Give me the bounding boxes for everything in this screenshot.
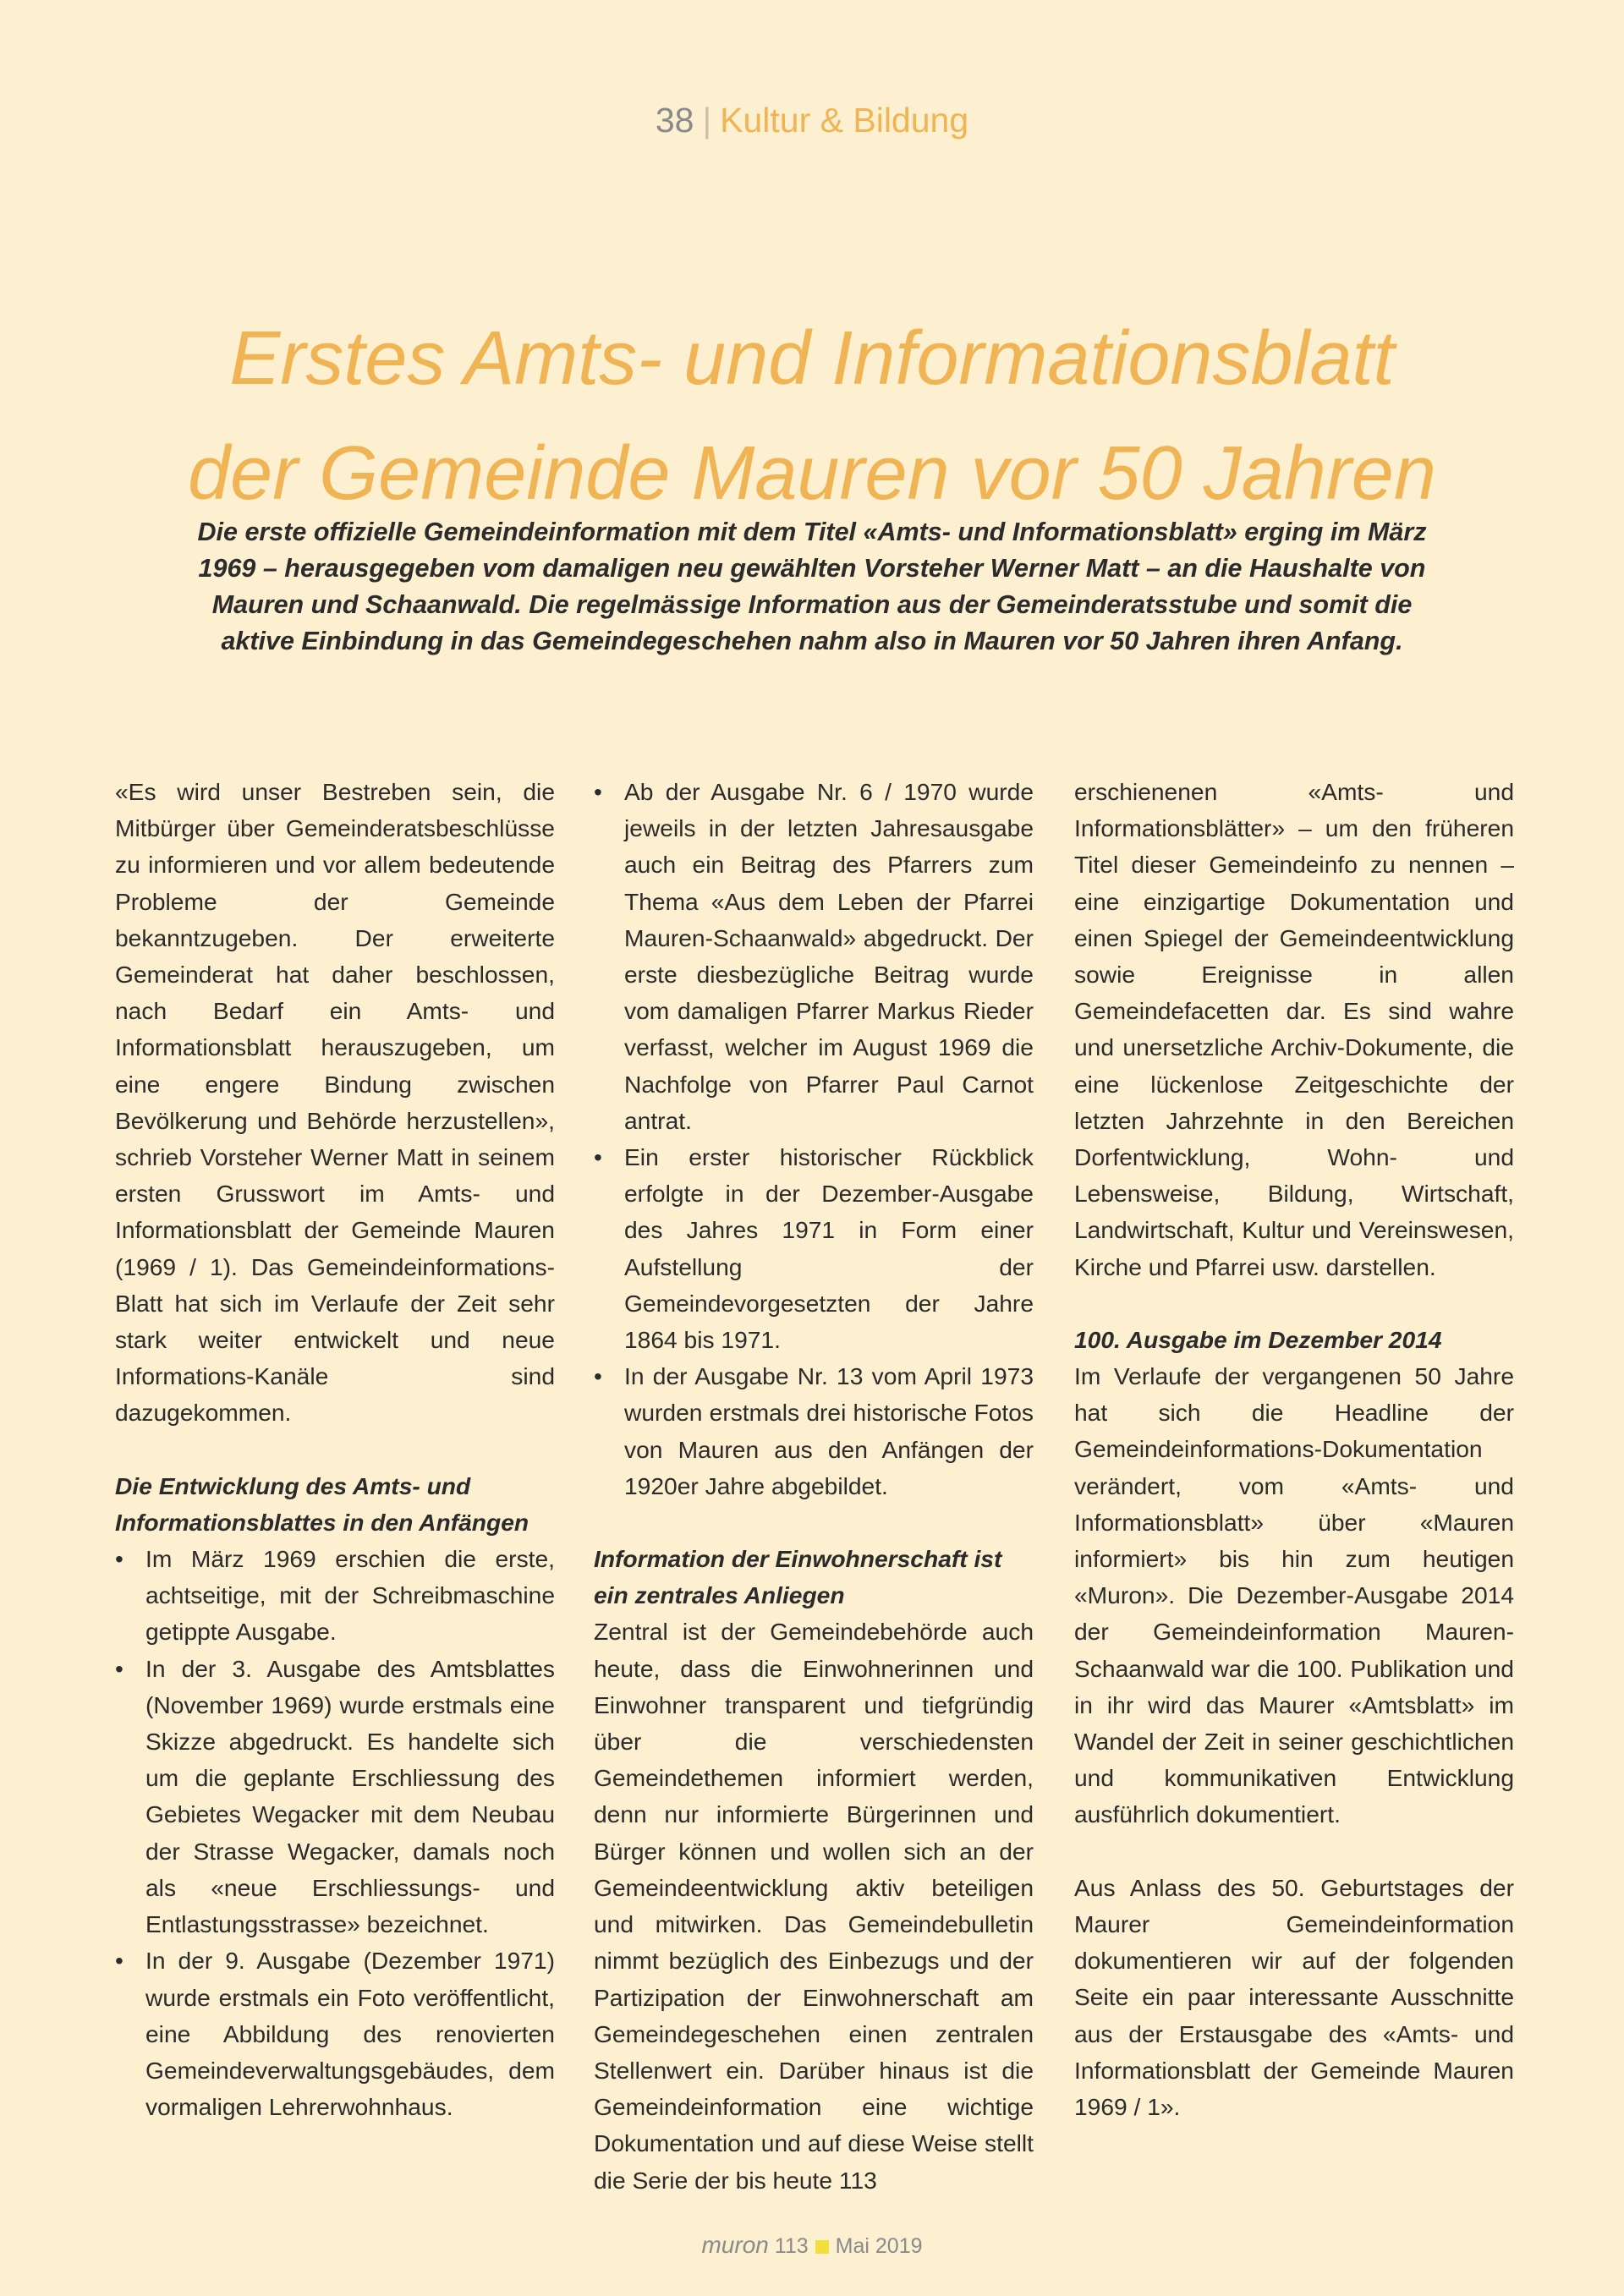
intro-paragraph: «Es wird unser Bestreben sein, die Mitbürger über Gemeinderatsbeschlüsse zu informieren und vor allem bedeutende Probleme der Gemeinde bekanntzugeben. Der erweiterte Gemeinderat hat daher beschlossen, nach Bedarf ein Amts- und Informationsblatt herauszugeben, um eine engere Bindung zwischen Bevölkerung und Behörde herzustellen», schrieb Vorsteher Werner Matt in seinem ersten Grusswort im Amts- und Informationsblatt der Gemeinde Mauren (1969 / 1). Das Gemeindeinformations-Blatt hat sich im Verlaufe der Zeit sehr stark weiter entwickelt und neue Informations-Kanäle sind dazugekommen. [115, 778, 555, 1427]
magazine-brand: muron [701, 2232, 769, 2258]
list-item-text: Ab der Ausgabe Nr. 6 / 1970 wurde jeweils in der letzten Jahresausgabe auch ein Beitrag des Pfarrers zum Thema «Aus dem Leben der Pfarrei Mauren-Schaanwald» abgedruckt. Der erste diesbezügliche Beitrag wurde vom damaligen Pfarrer Markus Rieder verfasst, welcher im August 1969 die Nachfolge von Pfarrer Paul Carnot antrat. [624, 778, 1034, 1134]
heading-line-1: Information der Einwohnerschaft ist [594, 1545, 1002, 1573]
bullet-icon: • [594, 778, 602, 805]
section-heading-information [594, 1541, 1034, 1614]
page-footer [0, 2231, 1624, 2260]
bullet-icon: • [115, 1654, 123, 1682]
heading-line-1: Die Entwicklung des Amts- und [115, 1471, 471, 1499]
continuation-paragraph: erschienenen «Amts- und Informationsblätter» – um den früheren Titel dieser Gemeindeinfo zu nennen – eine einzigartige Dokumentation und einen Spiegel der Gemeindeentwicklung sowie Ereignisse in allen Gemeindefacetten dar. Es sind wahre und unersetzliche Archiv-Dokumente, die eine lückenlose Zeitgeschichte der letzten Jahrzehnte in den Bereichen Dorfentwicklung, Wohn- und Lebensweise, Bildung, Wirtschaft, Landwirtschaft, Kultur und Vereinswesen, Kirche und Pfarrei usw. darstellen. [1074, 778, 1514, 1280]
paragraph-gap [1074, 1285, 1514, 1322]
lead-line-3: Mauren und Schaanwald. Die regelmässige Information aus der Gemeinderatsstube und somit die [211, 590, 1413, 619]
paragraph-gap [1074, 1833, 1514, 1870]
article-lead [127, 514, 1497, 660]
square-icon [815, 2240, 829, 2254]
lead-line-2: 1969 – herausgegeben vom damaligen neu gewählten Vorsteher Werner Matt – an die Haushalte von [198, 554, 1426, 583]
list-item [115, 1651, 555, 1943]
title-line-1: Erstes Amts- und Informationsblatt [229, 316, 1395, 402]
bullet-icon: • [594, 1362, 602, 1390]
list-item [115, 1541, 555, 1651]
list-item-text: Ein erster historischer Rückblick erfolgte in der Dezember-Ausgabe des Jahres 1971 in Form einer Aufstellung der Gemeindevorgesetzten der Jahre 1864 bis 1971. [624, 1143, 1034, 1354]
header-separator: | [702, 101, 712, 140]
paragraph-gap [594, 1504, 1034, 1541]
list-item [115, 1943, 555, 2125]
heading-line-2: ein zentrales Anliegen [594, 1581, 845, 1609]
issue-number: 113 [774, 2234, 809, 2258]
information-paragraph: Zentral ist der Gemeindebehörde auch heute, dass die Einwohnerinnen und Einwohner transparent und tiefgründig über die verschiedensten Gemeindethemen informiert werden, denn nur informierte Bürgerinnen und Bürger können und wollen sich an der Gemeindeentwicklung aktiv beteiligen und mitwirken. Das Gemeindebulletin nimmt bezüglich des Einbezugs und der Partizipation der Einwohnerschaft am Gemeindegeschehen einen zentralen Stellenwert ein. Darüber hinaus ist die Gemeindeinformation eine wichtige Dokumentation und auf diese Weise stellt die Serie der bis heute 113 [594, 1618, 1034, 2194]
article-title [68, 301, 1556, 531]
bullet-icon: • [594, 1143, 602, 1171]
list-item-text: In der 9. Ausgabe (Dezember 1971) wurde erstmals ein Foto veröffentlicht, eine Abbildung des renovierten Gemeindeverwaltungsgebäudes, dem vormaligen Lehrerwohnhaus. [145, 1947, 555, 2121]
title-line-2: der Gemeinde Mauren vor 50 Jahren [188, 431, 1436, 517]
list-item-text: In der 3. Ausgabe des Amtsblattes (November 1969) wurde erstmals eine Skizze abgedruckt. Es handelte sich um die geplante Erschliessung des Gebietes Wegacker mit dem Neubau der Strasse Wegacker, damals noch als «neue Erschliessungs- und Entlastungsstrasse» bezeichnet. [145, 1654, 555, 1938]
page-header [0, 95, 1624, 145]
section-name: Kultur & Bildung [720, 101, 969, 140]
bullet-icon: • [115, 1545, 123, 1573]
issue-paragraph: Im Verlaufe der vergangenen 50 Jahre hat sich die Headline der Gemeindeinformations-Dokumentation verändert, vom «Amts- und Informationsblatt» über «Mauren informiert» bis hin zum heutigen «Muron». Die Dezember-Ausgabe 2014 der Gemeindeinformation Mauren-Schaanwald war die 100. Publikation und in ihr wird das Maurer «Amtsblatt» im Wandel der Zeit in seiner geschichtlichen und kommunikativen Entwicklung ausführlich dokumentiert. [1074, 1362, 1514, 1828]
paragraph-gap [115, 1432, 555, 1468]
column-1 [115, 774, 555, 2125]
list-item [594, 1358, 1034, 1504]
lead-line-4: aktive Einbindung in das Gemeindegeschehen nahm also in Mauren vor 50 Jahren ihren Anfang. [221, 627, 1403, 655]
list-item [594, 774, 1034, 1139]
development-list [115, 1541, 555, 2125]
list-item [594, 1139, 1034, 1358]
bullet-icon: • [115, 1947, 123, 1975]
section-heading-100th-issue: 100. Ausgabe im Dezember 2014 [1074, 1325, 1442, 1353]
column-3 [1074, 774, 1514, 2125]
heading-line-2: Informationsblattes in den Anfängen [115, 1508, 529, 1536]
column-2 [594, 774, 1034, 2199]
development-list-continued [594, 774, 1034, 1504]
section-heading-development [115, 1468, 555, 1541]
list-item-text: In der Ausgabe Nr. 13 vom April 1973 wurden erstmals drei historische Fotos von Mauren aus den Anfängen der 1920er Jahre abgebildet. [624, 1362, 1034, 1499]
lead-line-1: Die erste offizielle Gemeindeinformation mit dem Titel «Amts- und Informationsblatt» erging im März [197, 518, 1427, 546]
list-item-text: Im März 1969 erschien die erste, achtseitige, mit der Schreibmaschine getippte Ausgabe. [145, 1545, 555, 1646]
page-number: 38 [655, 101, 694, 140]
issue-date: Mai 2019 [835, 2234, 923, 2258]
anniversary-paragraph: Aus Anlass des 50. Geburtstages der Maurer Gemeindeinformation dokumentieren wir auf der folgenden Seite ein paar interessante Ausschnitte aus der Erstausgabe des «Amts- und Informationsblatt der Gemeinde Mauren 1969 / 1». [1074, 1873, 1514, 2120]
